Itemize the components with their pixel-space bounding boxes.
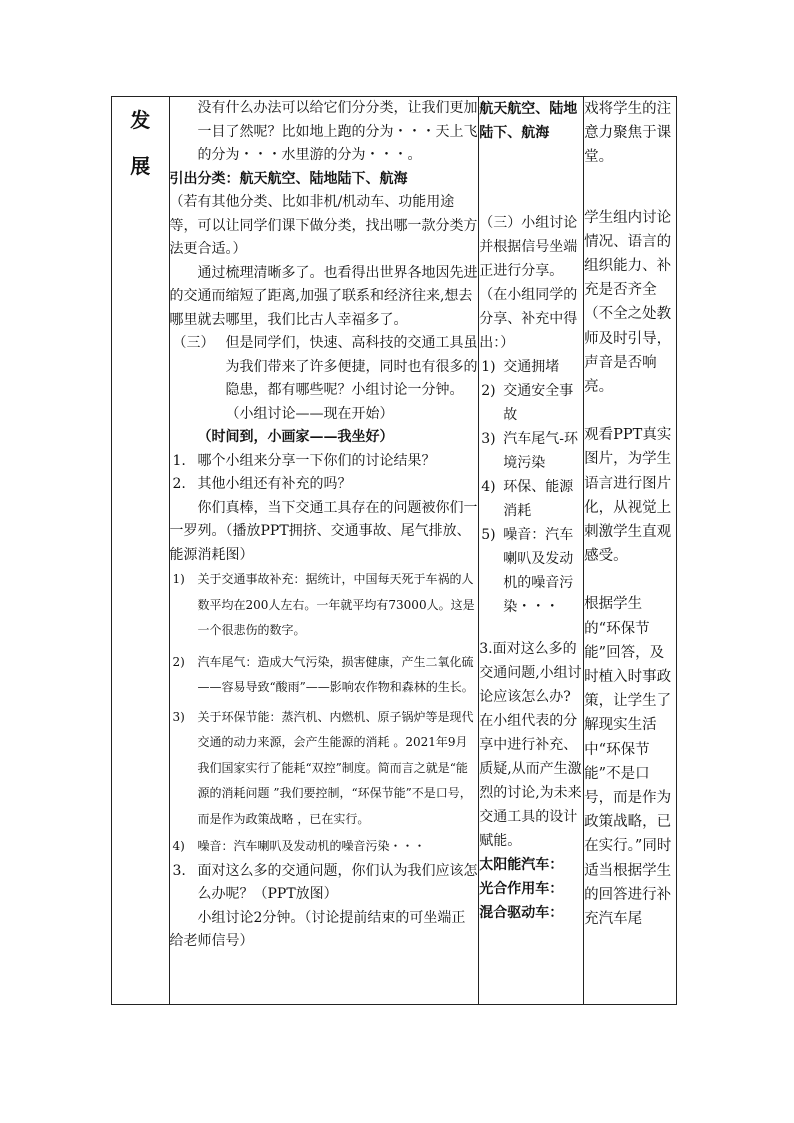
classification-heading: 引出分类：航天航空、陆地陆下、航海	[169, 170, 408, 187]
item-number: 3)	[481, 431, 496, 447]
emphasis-line: （时间到，小画家——我坐好）	[197, 429, 394, 445]
paragraph: 根据学生的“环保节能”回答，及时植入时事政策，让学生了解现实生活中“环保节能”不是口号，而是作为政策战略，已在实行。”同时适当根据学生的回答进行补充汽车尾	[584, 596, 672, 928]
classification-heading: 航天航空、陆地陆下、航海	[479, 101, 578, 141]
list-item	[170, 705, 479, 833]
list-item	[170, 473, 479, 497]
paragraph: 但是同学们，快速、高科技的交通工具虽为我们带来了许多便捷，同时也有很多的隐患，都有哪些呢？小组讨论一分钟。（小组讨论——现在开始）	[225, 335, 478, 422]
paragraph: （在小组同学的分享、补充中得出：）	[479, 287, 578, 351]
item-text: 噪音：汽车喇叭及发动机的噪音污染・・・	[197, 839, 426, 853]
item-text: 交通拥堵	[503, 359, 560, 375]
item-text: 哪个小组来分享一下你们的讨论结果？	[197, 452, 436, 469]
stage-char: 展	[130, 154, 151, 178]
vehicle-label: 光合作用车：	[479, 881, 564, 897]
item-text: 其他小组还有补充的吗？	[197, 476, 352, 492]
lesson-plan-table	[111, 96, 677, 1005]
list-item	[170, 834, 479, 860]
item-number: 3.	[172, 862, 186, 879]
item-text: 汽车尾气：造成大气污染，损害健康，产生二氧化硫——容易导致“酸雨”——影响农作物和森林的生长。	[197, 654, 474, 694]
item-number: 3)	[172, 709, 185, 724]
table-row	[112, 97, 677, 1005]
paragraph: 通过梳理清晰多了。也看得出世界各地因先进的交通而缩短了距离,加强了联系和经济往来,想去哪里就去哪里，我们比古人幸福多了。	[169, 264, 478, 328]
item-text: 交通安全事故	[503, 383, 574, 423]
stage-label-cell	[112, 97, 170, 1005]
teacher-activity-cell	[169, 97, 479, 1005]
item-number: 2)	[172, 654, 185, 669]
student-activity-cell	[479, 97, 584, 1005]
paragraph: 学生组内讨论情况、语言的组织能力、补充是否齐全（不全之处教师及时引导，声音是否响亮。	[584, 209, 672, 396]
item-number: 2)	[481, 383, 496, 399]
item-number: 1)	[481, 359, 496, 375]
item-text: 汽车尾气-环境污染	[503, 431, 578, 471]
item-number: 2.	[172, 476, 186, 492]
paragraph: 你们真棒，当下交通工具存在的问题被你们一一罗列。（播放PPT拥挤、交通事故、尾气排放、能源消耗图）	[169, 499, 478, 563]
item-number: 5)	[481, 527, 496, 543]
item-number: 4)	[172, 839, 185, 853]
item-text: 环保、能源消耗	[503, 479, 574, 519]
paragraph: 没有什么办法可以给它们分分类，让我们更加一目了然呢？比如地上跑的分为・・・天上飞的分为・・・水里游的分为・・・。	[197, 100, 478, 163]
list-item	[479, 355, 583, 379]
list-item	[170, 650, 479, 701]
item-number: 1.	[172, 452, 186, 469]
item-text: 面对这么多的交通问题，你们认为我们应该怎么办呢？（PPT放图）	[197, 862, 478, 902]
design-intent-cell	[584, 97, 677, 1005]
item-text: 关于环保节能：蒸汽机、内燃机、原子锅炉等是现代交通的动力来源，会产生能源的消耗 。2021年9月我们国家实行了能耗“双控”制度。简而言之就是“能源的消耗问题 ”我们要控制，“环保节能”不是口号，而是作为政策战略 ，已在实行。	[197, 709, 474, 826]
vehicle-label: 太阳能汽车：	[479, 857, 564, 873]
item-number: 4)	[481, 479, 496, 495]
item-text: 噪音：汽车喇叭及发动机的噪音污染・・・	[503, 527, 574, 615]
paragraph: 3.面对这么多的交通问题,小组讨论应该怎么办?	[479, 641, 582, 705]
list-item	[170, 450, 479, 474]
list-item	[170, 567, 479, 644]
list-item	[170, 860, 479, 907]
numbered-paragraph	[170, 332, 479, 426]
paragraph: 在小组代表的分享中进行补充、质疑,从而产生激烈的讨论,为未来交通工具的设计赋能。	[479, 713, 582, 849]
section-number: （三）	[172, 335, 215, 351]
paragraph: 观看PPT真实图片，为学生语言进行图片化，从视觉上刺激学生直观感受。	[584, 427, 672, 565]
item-number: 1)	[172, 572, 185, 586]
paragraph: （三）小组讨论并根据信号坐端正进行分享。	[479, 215, 578, 279]
paragraph: （若有其他分类、比如非机/机动车、功能用途等，可以让同学们课下做分类，找出哪一款分类方法更合适。）	[169, 194, 478, 257]
paragraph: 戏将学生的注意力聚焦于课堂。	[584, 101, 672, 166]
list-item	[479, 475, 583, 523]
item-text: 关于交通事故补充：据统计，中国每天死于车祸的人数平均在200人左右。一年就平均有73000人。这是一个很悲伤的数字。	[197, 572, 475, 637]
list-item	[479, 379, 583, 427]
list-item	[479, 523, 583, 619]
stage-char: 发	[130, 108, 151, 132]
paragraph: 小组讨论2分钟。（讨论提前结束的可坐端正给老师信号）	[169, 909, 466, 949]
vehicle-label: 混合驱动车：	[479, 905, 564, 921]
list-item	[479, 427, 583, 475]
